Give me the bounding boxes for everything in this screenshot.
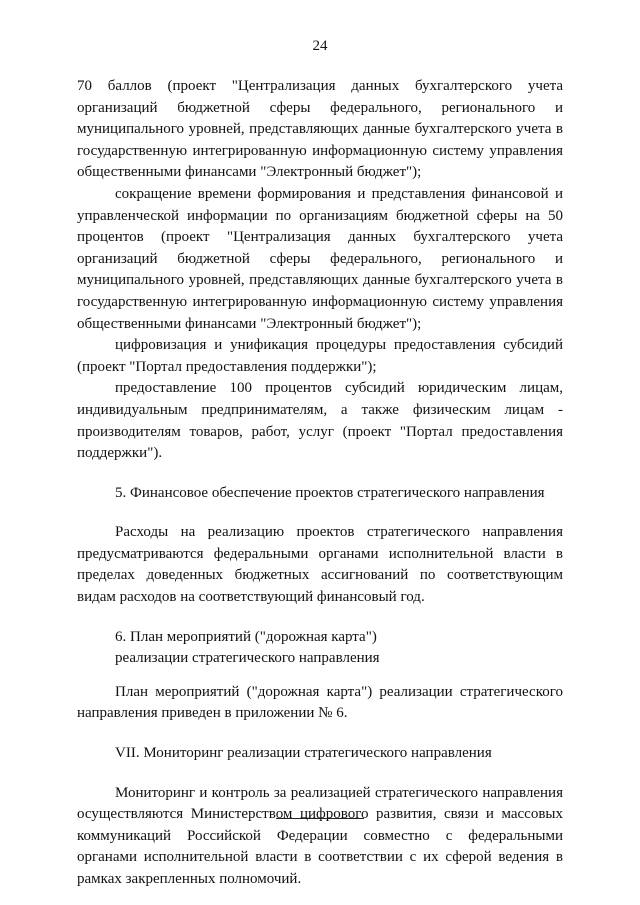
page-number: 24 [312, 38, 328, 54]
section-heading-monitoring: VII. Мониторинг реализации стратегического направления [115, 745, 492, 762]
page-content [77, 76, 563, 891]
paragraph-roadmap: План мероприятий ("дорожная карта") реализации стратегического направления приведен в приложении № 6. [77, 683, 563, 722]
section-heading-roadmap-line2: реализации стратегического направления [115, 650, 380, 667]
paragraph-subsidy-provision: предоставление 100 процентов субсидий юридическим лицам, индивидуальным предпринимателям, а также физическим лицам - производителям товаров, работ, услуг (проект "Портал предоставления поддержки"). [77, 380, 563, 462]
paragraph-score-continuation: 70 баллов (проект "Централизация данных бухгалтерского учета организаций бюджетной сферы федерального, регионального и муниципального уровней, представляющих данные бухгалтерского учета в государственную интегрированную информационную систему управления общественными финансами "Электронный бюджет"); [77, 78, 563, 181]
paragraph-reporting-time: сокращение времени формирования и представления финансовой и управленческой информации по организациям бюджетной сферы на 50 процентов (проект "Централизация данных бухгалтерского учета организаций бюджетной сферы федерального, регионального и муниципального уровней, представляющих данные бухгалтерского учета в государственную интегрированную информационную систему управления общественными финансами "Электронный бюджет"); [77, 185, 563, 332]
paragraph-subsidy-digitization: цифровизация и унификация процедуры предоставления субсидий (проект "Портал предоставления поддержки"); [77, 337, 563, 375]
section-heading-roadmap-line1: 6. План мероприятий ("дорожная карта") [115, 628, 377, 645]
paragraph-monitoring: Мониторинг и контроль за реализацией стратегического направления осуществляются Министерством цифрового развития, связи и массовых коммуникаций Российской Федерации совместно с федеральными органами исполнительной власти в соответствии с их сферой ведения в рамках закрепленных полномочий. [77, 784, 563, 887]
section-heading-financing: 5. Финансовое обеспечение проектов стратегического направления [115, 484, 545, 501]
paragraph-financing: Расходы на реализацию проектов стратегического направления предусматриваются федеральными органами исполнительной власти в пределах доведенных бюджетных ассигнований по соответствующим видам расходов на соответствующий финансовый год. [77, 524, 563, 606]
end-divider [276, 818, 364, 819]
